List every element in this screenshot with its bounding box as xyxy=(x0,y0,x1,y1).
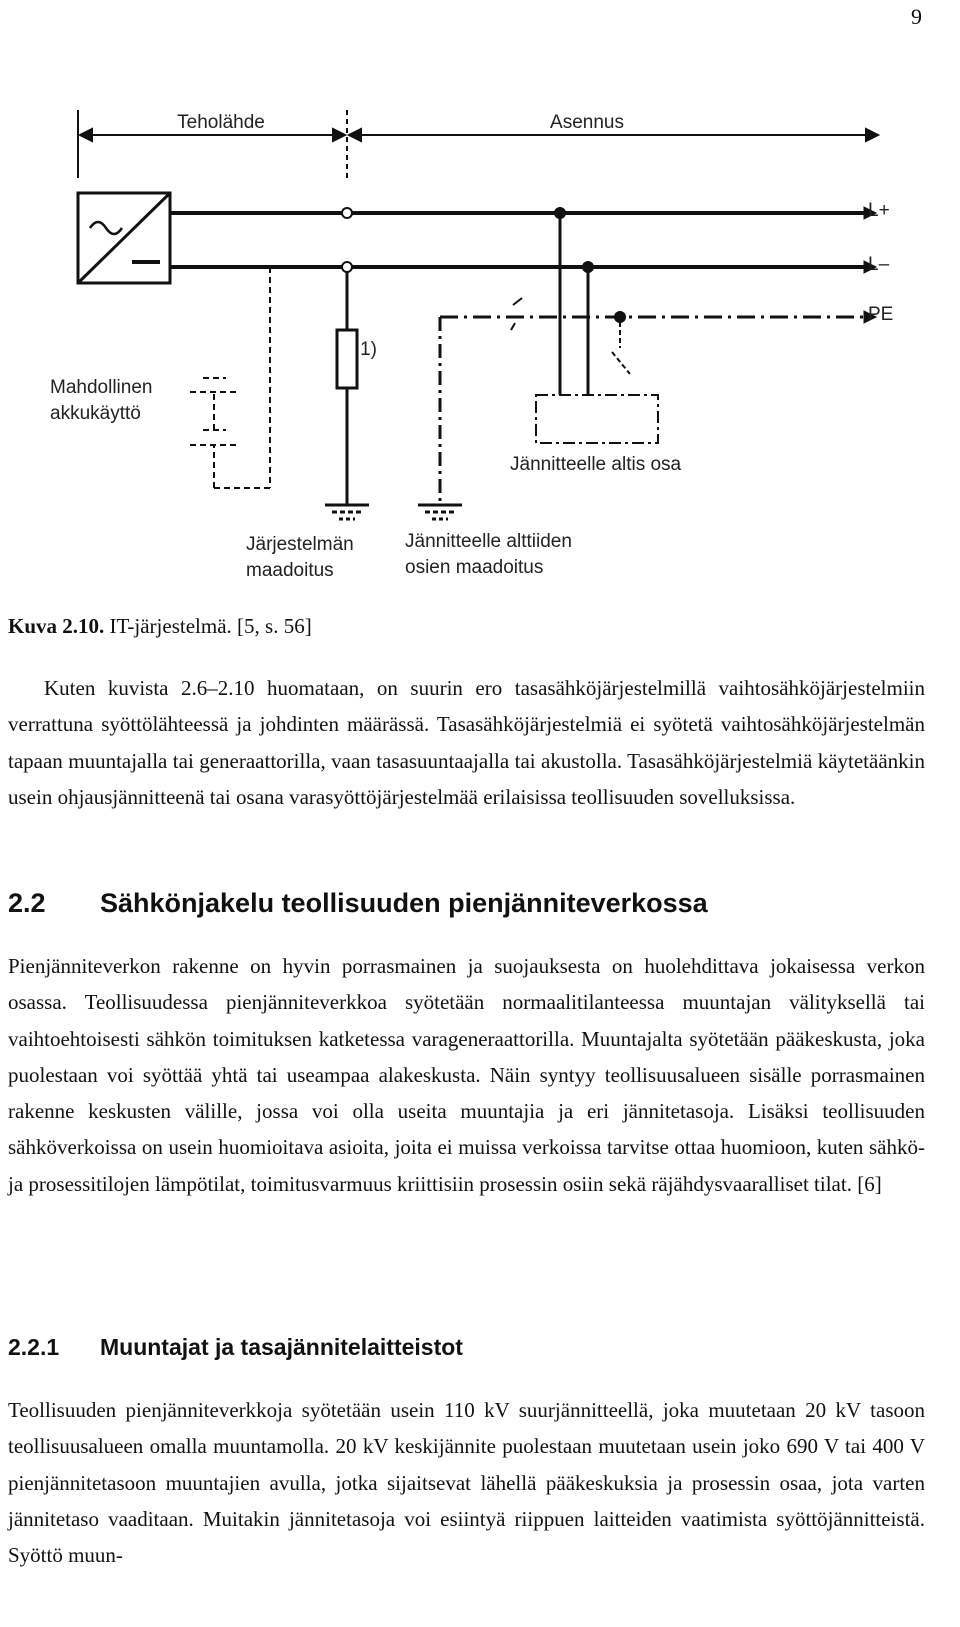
battery-label-line1: Mahdollinen xyxy=(50,377,153,398)
it-system-diagram xyxy=(0,0,960,600)
system-earthing xyxy=(325,272,369,519)
battery-branch xyxy=(190,267,270,488)
l-plus-label: L+ xyxy=(868,200,890,221)
paragraph-3: Teollisuuden pienjänniteverkkoja syötetään usein 110 kV suurjännitteellä, joka muutetaan 20 kV tasoon teollisuusalueen omalla muuntamolla. 20 kV keskijännite puolestaan muutetaan usein joko 690 V tai 400 V pienjännitetasoon muuntajien avulla, jotka sijaitsevat lähellä pääkeskuksia ja prosessin osaa, jota varten jännitetaso vaaditaan. Muitakin jännitetasoja voi esiintyä riippuen laitteiden vaatimista syöttöjännitteistä. Syöttö muun- xyxy=(8,1398,925,1568)
converter-box xyxy=(78,193,170,283)
system-earth-label-line1: Järjestelmän xyxy=(246,534,354,555)
page-number: 9 xyxy=(911,4,922,29)
section-heading xyxy=(8,888,708,919)
exposed-part xyxy=(511,218,658,443)
exposed-earth-label-line1: Jännitteelle alttiiden xyxy=(405,531,572,552)
l-minus-label: L– xyxy=(868,254,890,275)
subsection-title: Muuntajat ja tasajännitelaitteistot xyxy=(100,1334,463,1360)
system-earth-label-line2: maadoitus xyxy=(246,560,334,581)
figure-caption xyxy=(8,614,312,639)
section-number: 2.2 xyxy=(8,888,46,918)
busbars xyxy=(170,207,876,323)
battery-label-line2: akkukäyttö xyxy=(50,403,141,424)
caption-prefix: Kuva 2.10. xyxy=(8,614,105,638)
subsection-heading xyxy=(8,1334,463,1361)
pe-label: PE xyxy=(868,304,894,325)
protective-earthing xyxy=(418,317,462,519)
teholahde-label: Teholähde xyxy=(177,112,265,133)
section-title: Sähkönjakelu teollisuuden pienjänniteverkossa xyxy=(100,888,708,918)
note-label: 1) xyxy=(360,339,377,360)
paragraph-2: Pienjänniteverkon rakenne on hyvin porrasmainen ja suojauksesta on huolehdittava jokaisessa verkon osassa. Teollisuudessa pienjänniteverkkoa syötetään normaalitilanteessa muuntajan välityksellä tai vaihtoehtoisesti sähkön toimituksen katketessa varageneraattorilla. Muuntajalta syötetään pääkeskusta, joka puolestaan voi syöttää yhtä tai useampaa alakeskusta. Näin syntyy teollisuusalueen sisälle porrasmainen rakenne keskusten välille, jossa voi olla useita muuntajia ja eri jännitetasoja. Lisäksi teollisuuden sähköverkoissa on usein huomioitava asioita, joita ei muissa verkoissa tarvitse ottaa huomioon, kuten sähkö- ja prosessitilojen lämpötilat, toimitusvarmuus kriittisiin prosessin osiin sekä räjähdysvaaralliset tilat. [6] xyxy=(8,954,925,1196)
exposed-earth-label-line2: osien maadoitus xyxy=(405,557,544,578)
asennus-label: Asennus xyxy=(550,112,624,133)
paragraph-1: Kuten kuvista 2.6–2.10 huomataan, on suurin ero tasasähköjärjestelmillä vaihtosähköjärjestelmiin verrattuna syöttölähteessä ja johdinten määrässä. Tasasähköjärjestelmiä ei syötetä vaihtosähköjärjestelmän tapaan muuntajalla tai generaattorilla, vaan tasasuuntaajalla tai akustolla. Tasasähköjärjestelmiä käytetäänkin usein ohjausjännitteenä tai osana varasyöttöjärjestelmää erilaisissa teollisuuden sovelluksissa. xyxy=(8,676,925,809)
subsection-number: 2.2.1 xyxy=(8,1334,60,1360)
exposed-part-label: Jännitteelle altis osa xyxy=(510,454,682,475)
caption-text: IT-järjestelmä. [5, s. 56] xyxy=(104,614,312,638)
